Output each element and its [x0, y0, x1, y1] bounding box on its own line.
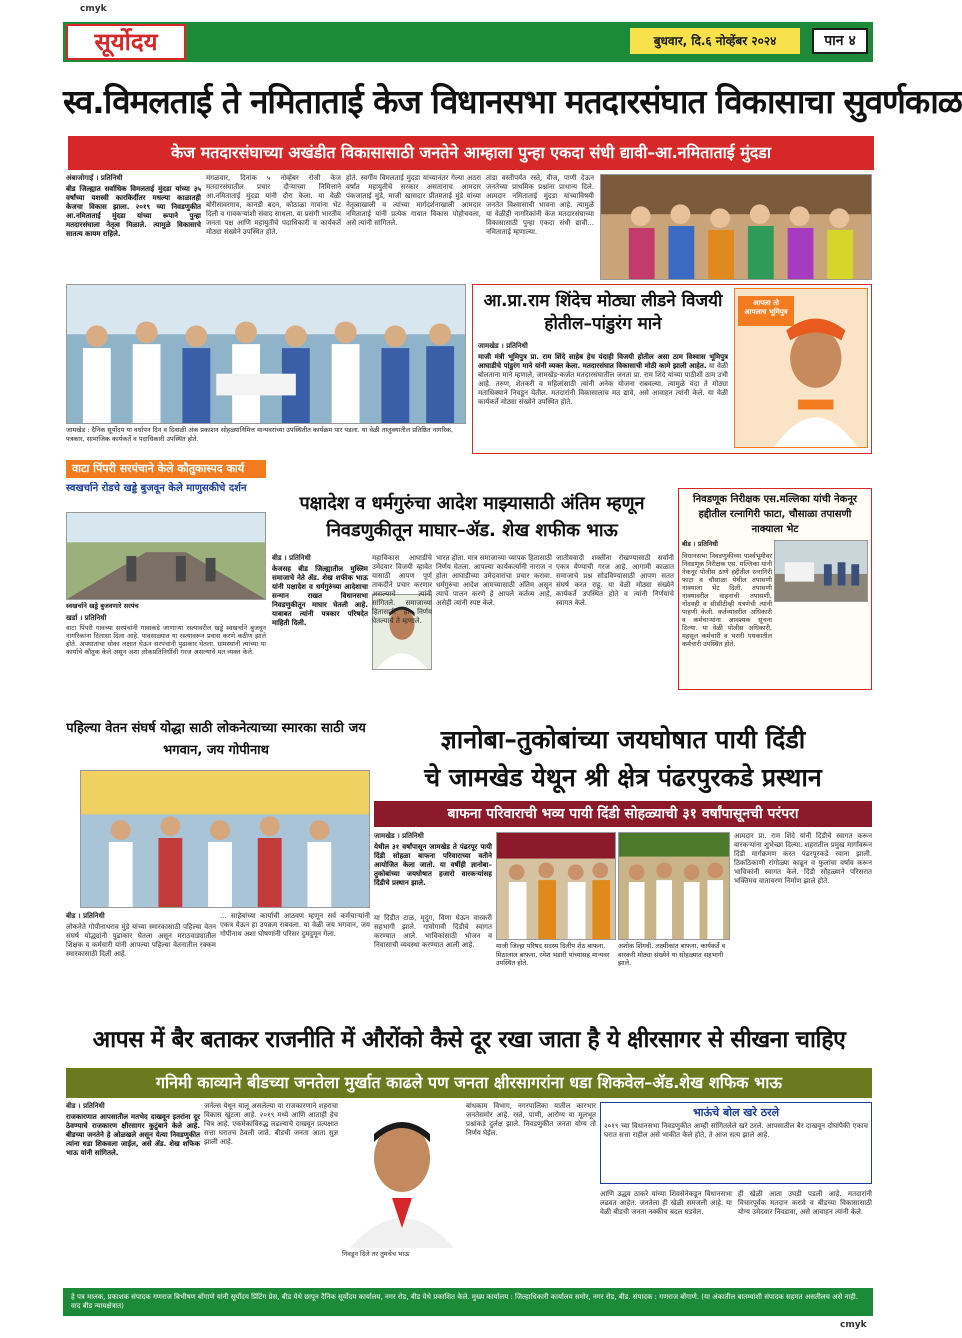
ram-headline: आ.प्रा.राम शिंदेच मोठ्या लीडने विजयी होतील–पांडुरंग माने	[483, 291, 723, 334]
pipri-bar: वाटा पिंपरी सरपंचाने केले कौतुकास्पद कार्य	[66, 460, 266, 478]
ram-dateline: जामखेड । प्रतिनिधी	[478, 342, 528, 350]
pipri-body: वाटा पिंपरी गावच्या सरपंचांनी गावाकडे जाणाऱ्या रस्त्यावरील खड्डे स्वखर्चाने बुजवून नागरिकांना दिलासा दिला आहे. पावसाळ्यात या रस्त्यावरून प्रवास करणे कठीण झाले होते. अपघातांचा धोका लक्षात घेऊन सरपंचांनी पुढाकार घेतला. ग्रामस्थांनी त्यांच्या या कार्याचे कौतुक केले असून अशा लोकप्रतिनिधींची गरज असल्याचे मत व्यक्त केले.	[66, 624, 266, 656]
bhau-box-body: २०१९ च्या विधानसभा निवडणुकीत आम्ही सांगितलेले खरे ठरले. आपसातील बैर दाखवून दोघांपैकी एकाच घरात सत्ता राहील असे भाकीत केले होते, ते आज सत्य झाले आहे.	[604, 1122, 868, 1139]
main-subheadline: केज मतदारसंघाच्या अखंडीत विकासासाठी जनतेने आम्हाला पुन्हा एकदा संधी द्यावी–आ.नमिताताई मुंदडा	[68, 136, 874, 170]
gopinath-col1	[66, 912, 216, 986]
main-headline: स्व.विमलताई ते नमिताताई केज विधानसभा मतदारसंघात विकासाचा सुवर्णकाळ	[63, 82, 962, 121]
shafik-col2: महाविकास आघाडीचे उमेदवार विजयी व्हावेत यासाठी आपण पूर्ण ताकदीने प्रचार करणार असल्याचे त्यांनी सांगितले. समाजाच्या हितासाठी हा निर्णय घेतल्याचे ते म्हणाले.	[372, 554, 432, 625]
kshirsagar-col4: आणि उद्धव ठाकरे यांच्या शिवसेनेकडून विधानसभा लढवत आहेत. जनतेला ही खेळी समजली आहे. या वेळी बीडची जनता नक्कीच बदल घडवेल.	[600, 1190, 732, 1216]
kshirsagar-col1	[66, 1102, 200, 1282]
shafik-col3: भारत होता. मात्र समाजाच्या व्यापक हितासाठी निर्णय घेतला. आपल्या कार्यकर्त्यांनी नाराज न होता आघाडीच्या उमेदवारांचा प्रचार करावा. धर्मगुरुंचा आदेश आमच्यासाठी अंतिम असून त्याचे पालन करणे हे आपले कर्तव्य आहे, असेही त्यांनी स्पष्ट केले.	[436, 554, 552, 607]
main-article-col4: तांडा वस्तीपर्यंत रस्ते, वीज, पाणी देऊन जनतेच्या प्राथमिक प्रश्नांना प्राधान्य दिले. आमदार नमिताताई मुंदडा यांच्याविषयी जनतेत विश्वासाची भावना आहे. त्यामुळे या वेळीही नागरिकांनी केज मतदारसंघाच्या विकासासाठी पुन्हा एकदा संधी द्यावी... नमिताताई म्हणाल्या.	[486, 174, 594, 236]
dindi-caption1: माजी जिल्हा परिषद सदस्य दिलीप शेठ बाफना, मिठालाल बाफना, रमेश भंडारी यांच्यासह मान्यवर उपस्थित होते.	[496, 942, 610, 967]
shafik-headline: पक्षादेश व धर्मगुरुंचा आदेश माझ्यासाठी अंतिम म्हणून निवडणुकीतून माघार–ॲड. शेख शफीक भाऊ	[299, 493, 645, 541]
dindi-headline-line1: ज्ञानोबा–तुकोबांच्या जयघोषात पायी दिंडी	[440, 725, 806, 754]
gopinath-dateline: बीड । प्रतिनिधी	[66, 912, 105, 920]
gopinath-headline: पहिल्या वेतन संघर्ष योद्धा साठी लोकनेत्याच्या स्मारका साठी जय भगवान, जय गोपीनाथ	[66, 721, 366, 758]
dindi-dateline: जामखेड । प्रतिनिधी	[374, 832, 424, 840]
kshirsagar-headline: आपस में बैर बताकर राजनीति में औरोंको कैसे दूर रखा जाता है ये क्षीरसागर से सीखना चाहिए	[92, 1027, 846, 1053]
main-article-col1	[66, 174, 201, 278]
road-repair-photo	[66, 512, 266, 600]
main-article-col3: होते. स्वर्गीय विमलताई मुंदडा यांच्यानंतर गेल्या अठरा वर्षांत महायुतीचे सरकार असतानाच आमदार पंकजाताई मुंडे, माजी खासदार प्रीतमताई मुंडे यांच्या नेतृत्वाखाली व त्यांच्या मार्गदर्शनाखाली आमदार नमिताताई यांनी प्रत्येक गावात विकास पोहोचवला, असे त्यांनी सांगितले.	[346, 174, 481, 227]
dindi-procession-photo	[618, 832, 730, 940]
issue-date: बुधवार, दि.६ नोव्हेंबर २०२४	[630, 28, 800, 54]
cmyk-mark-top: cmyk	[80, 4, 107, 14]
main-dateline: अंबाजोगाई । प्रतिनिधी	[66, 174, 123, 182]
main-lead-text: बीड जिल्ह्यात सर्वाधिक विमलताई मुंदडा यांच्या ३५ वर्षांच्या यशस्वी कारकिर्दीतर मधल्या काळातही केजचा विकास झाला. २०१९ च्या निवडणुकीत आ.नमिताताई मुंदडा यांच्या रूपाने पुन्हा मतदारसंघाला नेतृत्व मिळाले. त्यामुळे विकासाचे सातत्य कायम राहिले.	[66, 185, 201, 238]
ram-article	[478, 342, 728, 450]
shafik-bhau-caption: निवडून दिले तर तुमचेच भाऊ	[342, 1250, 410, 1258]
shafik-bhau-portrait	[342, 1102, 462, 1248]
gopinath-col2: ... साहेबांच्या कार्याची आठवण म्हणून सर्व कर्मचाऱ्यांनी एकत्र येऊन हा उपक्रम राबवला. या वेळी जय भगवान, जय गोपीनाथ अशा घोषणांनी परिसर दुमदुमून गेला.	[220, 912, 370, 938]
cmyk-mark-bottom: cmyk	[840, 1320, 867, 1330]
dindi-group-photo	[496, 832, 616, 940]
bhau-box-title: भाऊंचे बोल खरे ठरले	[692, 1106, 780, 1119]
memorial-event-photo	[80, 770, 370, 908]
function-stage-photo	[66, 284, 466, 424]
checkpost-photo	[774, 540, 868, 602]
ram-body: या वेळी बोलताना माने म्हणाले, जामखेड-कर्जत मतदारसंघातील जनता प्रा. राम शिंदे यांच्या पाठीशी ठाम उभी आहे. तरुण, शेतकरी व महिलांसाठी त्यांनी अनेक योजना राबवल्या. त्यामुळे यंदा ते मोठ्या मताधिक्याने निवडून येतील. मतदारांनी विकासालाच मत द्यावे, असे आवाहन त्यांनी केले. या वेळी कार्यकर्ते मोठ्या संख्येने उपस्थित होते.	[478, 362, 729, 406]
shafik-col1	[272, 554, 368, 684]
ram-lead: माजी मंत्री भूमिपुत्र प्रा. राम शिंदे साहेब हेच यंदाही विजयी होतील असा ठाम विश्वास भूमिपुत्र आघाडीचे पांडुरंग माने यांनी व्यक्त केला. मतदारसंघात विकासाची मोठी कामे झाली आहेत.	[478, 353, 728, 370]
main-photo-caption: जामखेड : दैनिक सूर्योदय या वर्धापन दिन व दिवाळी अंक प्रकाशन सोहळ्यानिमित्त मान्यवरांच्या उपस्थितीत कार्यक्रम पार पडला. या वेळी तालुक्यातील प्रतिष्ठित नागरिक, पत्रकार, सामाजिक कार्यकर्ते व पदाधिकारी उपस्थित होते.	[66, 426, 453, 443]
imprint-footer: हे पत्र मालक, प्रकाशक संपादक गणराज बिभीषण बोंगाणे यांनी सूर्योदय प्रिंटिंग प्रेस, बीड येथे छापून दैनिक सूर्योदय कार्यालय, नगर रोड, बीड येथे प्रकाशित केले. मुख्य कार्यालय : जिल्हाधिकारी कार्यालय समोर, नगर रोड, बीड. संपादक : गणराज बोंगाणे. (या अंकातील बातम्यांशी संपादक सहमत असतीलच असे नाही. वाद बीड न्यायक्षेत्रात)	[63, 1288, 873, 1316]
pipri-article	[66, 614, 266, 684]
page-number: पान ४	[812, 28, 868, 54]
gopinath-body1: लोकनेते गोपीनाथराव मुंडे यांच्या स्मारकासाठी पहिल्या वेतन संघर्ष योद्ध्यांनी पुढाकार घेतला असून मराठवाड्यातील शिक्षक व कर्मचारी यांनी आपल्या पहिल्या वेतनातील रक्कम स्मारकासाठी दिली आहे.	[66, 923, 216, 958]
women-group-photo	[600, 174, 872, 280]
dindi-col1	[374, 832, 492, 912]
inspector-body: विधानसभा निवडणुकीच्या पार्श्वभूमीवर निवडणूक निरीक्षक एस. मल्लिका यांनी नेकनूर पोलीस ठाणे हद्दीतील रत्नागिरी फाटा व चौसाळा येथील तपासणी नाक्याला भेट दिली. तपासणी नाक्यावरील वाहनांची तपासणी, नोंदवही व सीसीटीव्ही यंत्रणेची त्यांनी पाहणी केली. कर्तव्यावरील अधिकारी व कर्मचाऱ्यांना आवश्यक सूचना दिल्या. या वेळी पोलीस अधिकारी, महसूल कर्मचारी व भरारी पथकातील कर्मचारी उपस्थित होते.	[682, 552, 773, 648]
pipri-caption: स्वखर्चाने खड्डे बुजवणारे सरपंच	[66, 602, 139, 610]
bhumiputra-badge: आपला तो आपलाच भूमिपुत्र	[738, 296, 794, 326]
shafik-lead: केजसह बीड जिल्ह्यातील मुस्लिम समाजाचे नेते ॲड. शेख शफीक भाऊ यांनी पक्षादेश व धर्मगुरुंच्या आदेशाचा सन्मान राखत विधानसभा निवडणुकीतून माघार घेतली आहे. याबाबत त्यांनी पत्रकार परिषदेत माहिती दिली.	[272, 565, 368, 627]
shafik-dateline: बीड । प्रतिनिधी	[272, 554, 311, 562]
inspector-dateline: बीड । प्रतिनिधी	[682, 540, 718, 548]
dindi-caption2: अशोक शिंगवी, लक्ष्मीकांत बाफना, कार्यकर्ते व वारकरी मोठ्या संख्येने या सोहळ्यात सहभागी झाले.	[618, 942, 726, 967]
pipri-headline: स्वखर्चाने रोडचे खड्डे बुजवून केले माणुसकीचे दर्शन	[66, 483, 247, 494]
pipri-dateline: खर्डा । प्रतिनिधी	[66, 614, 107, 622]
kshirsagar-lead: राजकारणात आपसातील मतभेद दाखवून इतरांना दूर ठेवण्याचे राजकारण क्षीरसागर कुटुंबाने केले आहे. बीडच्या जनतेने हे ओळखले असून येत्या निवडणुकीत त्यांना धडा शिकवला जाईल, असे ॲड. शेख शफिक भाऊ यांनी सांगितले.	[66, 1113, 200, 1157]
dindi-lead: येथील ३१ वर्षांपासून जामखेड ते पंढरपूर पायी दिंडी सोहळा बाफना परिवाराच्या वतीने आयोजित केला जातो. या वर्षीही ज्ञानोबा–तुकोबांच्या जयघोषात हजारो वारकऱ्यांसह दिंडीचे प्रस्थान झाले.	[374, 843, 492, 887]
main-article-col2: मंगळवार, दिनांक ५ नोव्हेंबर रोजी केज मतदारसंघातील प्रचार दौऱ्याच्या निमित्ताने आ.नमिताताई मुंदडा यांनी दौरा केला. या वेळी बोरीसावरगाव, कानडी बदन, कोठाळा गावांना भेट दिली व गावकऱ्यांशी संवाद साधला. या प्रसंगी भारतीय जनता पक्ष आणि महायुतीचे पदाधिकारी व कार्यकर्ते मोठ्या संख्येने उपस्थित होते.	[206, 174, 341, 236]
kshirsagar-col5: ही खेळी आता उघडी पडली आहे. मतदारांनी विचारपूर्वक मतदान करावे व बीडच्या विकासासाठी योग्य उमेदवार निवडावा, असे आवाहन त्यांनी केले.	[738, 1190, 872, 1216]
inspector-headline: निवडणूक निरीक्षक एस.मल्लिका यांची नेकनूर हद्दीतील रत्नागिरी फाटा, चौसाळा तपासणी नाक्याला भेट	[693, 494, 857, 535]
dindi-headline-line2: चे जामखेड येथून श्री क्षेत्र पंढरपुरकडे प्रस्थान	[424, 763, 822, 792]
kshirsagar-bar: गनिमी काव्याने बीडच्या जनतेला मुर्खात काढले पण जनता क्षीरसागरांना धडा शिकवेल–ॲड.शेख शफिक भाऊ	[66, 1068, 872, 1098]
dindi-bar: बाफना परिवाराची भव्य पायी दिंडी सोहळ्याची ३१ वर्षांपासूनची परंपरा	[374, 801, 872, 827]
shafik-col4: जातीयवादी शक्तींना रोखण्यासाठी सर्वांनी एकत्र येण्याची गरज आहे. आगामी काळात समाजाचे प्रश्न सोडविण्यासाठी आपण सतत संघर्ष करत राहू. या वेळी मोठ्या संख्येने कार्यकर्ते उपस्थित होते व त्यांनी निर्णयाचे स्वागत केले.	[556, 554, 674, 607]
kshirsagar-col3: बांधकाम विभाग, नगरपालिका यातील कारभार जनतेसमोर आहे. रस्ते, पाणी, आरोग्य या मूलभूत प्रश्नांकडे दुर्लक्ष झाले. निवडणुकीत जनता योग्य तो निर्णय घेईल.	[466, 1102, 596, 1137]
kshirsagar-col2: जर्नल्स येथून चालू असलेल्या या राजकारणाने शहराचा विकास खुंटला आहे. २०१९ मध्ये आणि आताही हेच चित्र आहे. एकमेकांविरुद्ध लढल्याचे दाखवून प्रत्यक्षात सत्ता घरातच ठेवली जाते. बीडची जनता आता सुज्ञ झाली आहे.	[204, 1102, 338, 1146]
dindi-col4: आमदार प्रा. राम शिंदे यांनी दिंडीचे स्वागत करून वारकऱ्यांना शुभेच्छा दिल्या. शहरातील प्रमुख मार्गांवरून दिंडी मार्गक्रमण करत पंढरपूरकडे रवाना झाली. ठिकठिकाणी रांगोळ्या काढून व फुलांचा वर्षाव करून भाविकांनी स्वागत केले. दिंडी सोहळ्याने परिसरात भक्तिमय वातावरण निर्माण झाले होते.	[734, 832, 872, 885]
kshirsagar-dateline: बीड । प्रतिनिधी	[66, 1102, 105, 1110]
dindi-col1b: या दिंडीत टाळ, मृदुंग, विणा घेऊन वारकरी सहभागी झाले. गावोगावी दिंडीचे स्वागत करण्यात आले. भाविकांसाठी भोजन व निवासाची व्यवस्था करण्यात आली आहे.	[374, 914, 492, 949]
newspaper-logo: सूर्योदय	[66, 24, 186, 60]
